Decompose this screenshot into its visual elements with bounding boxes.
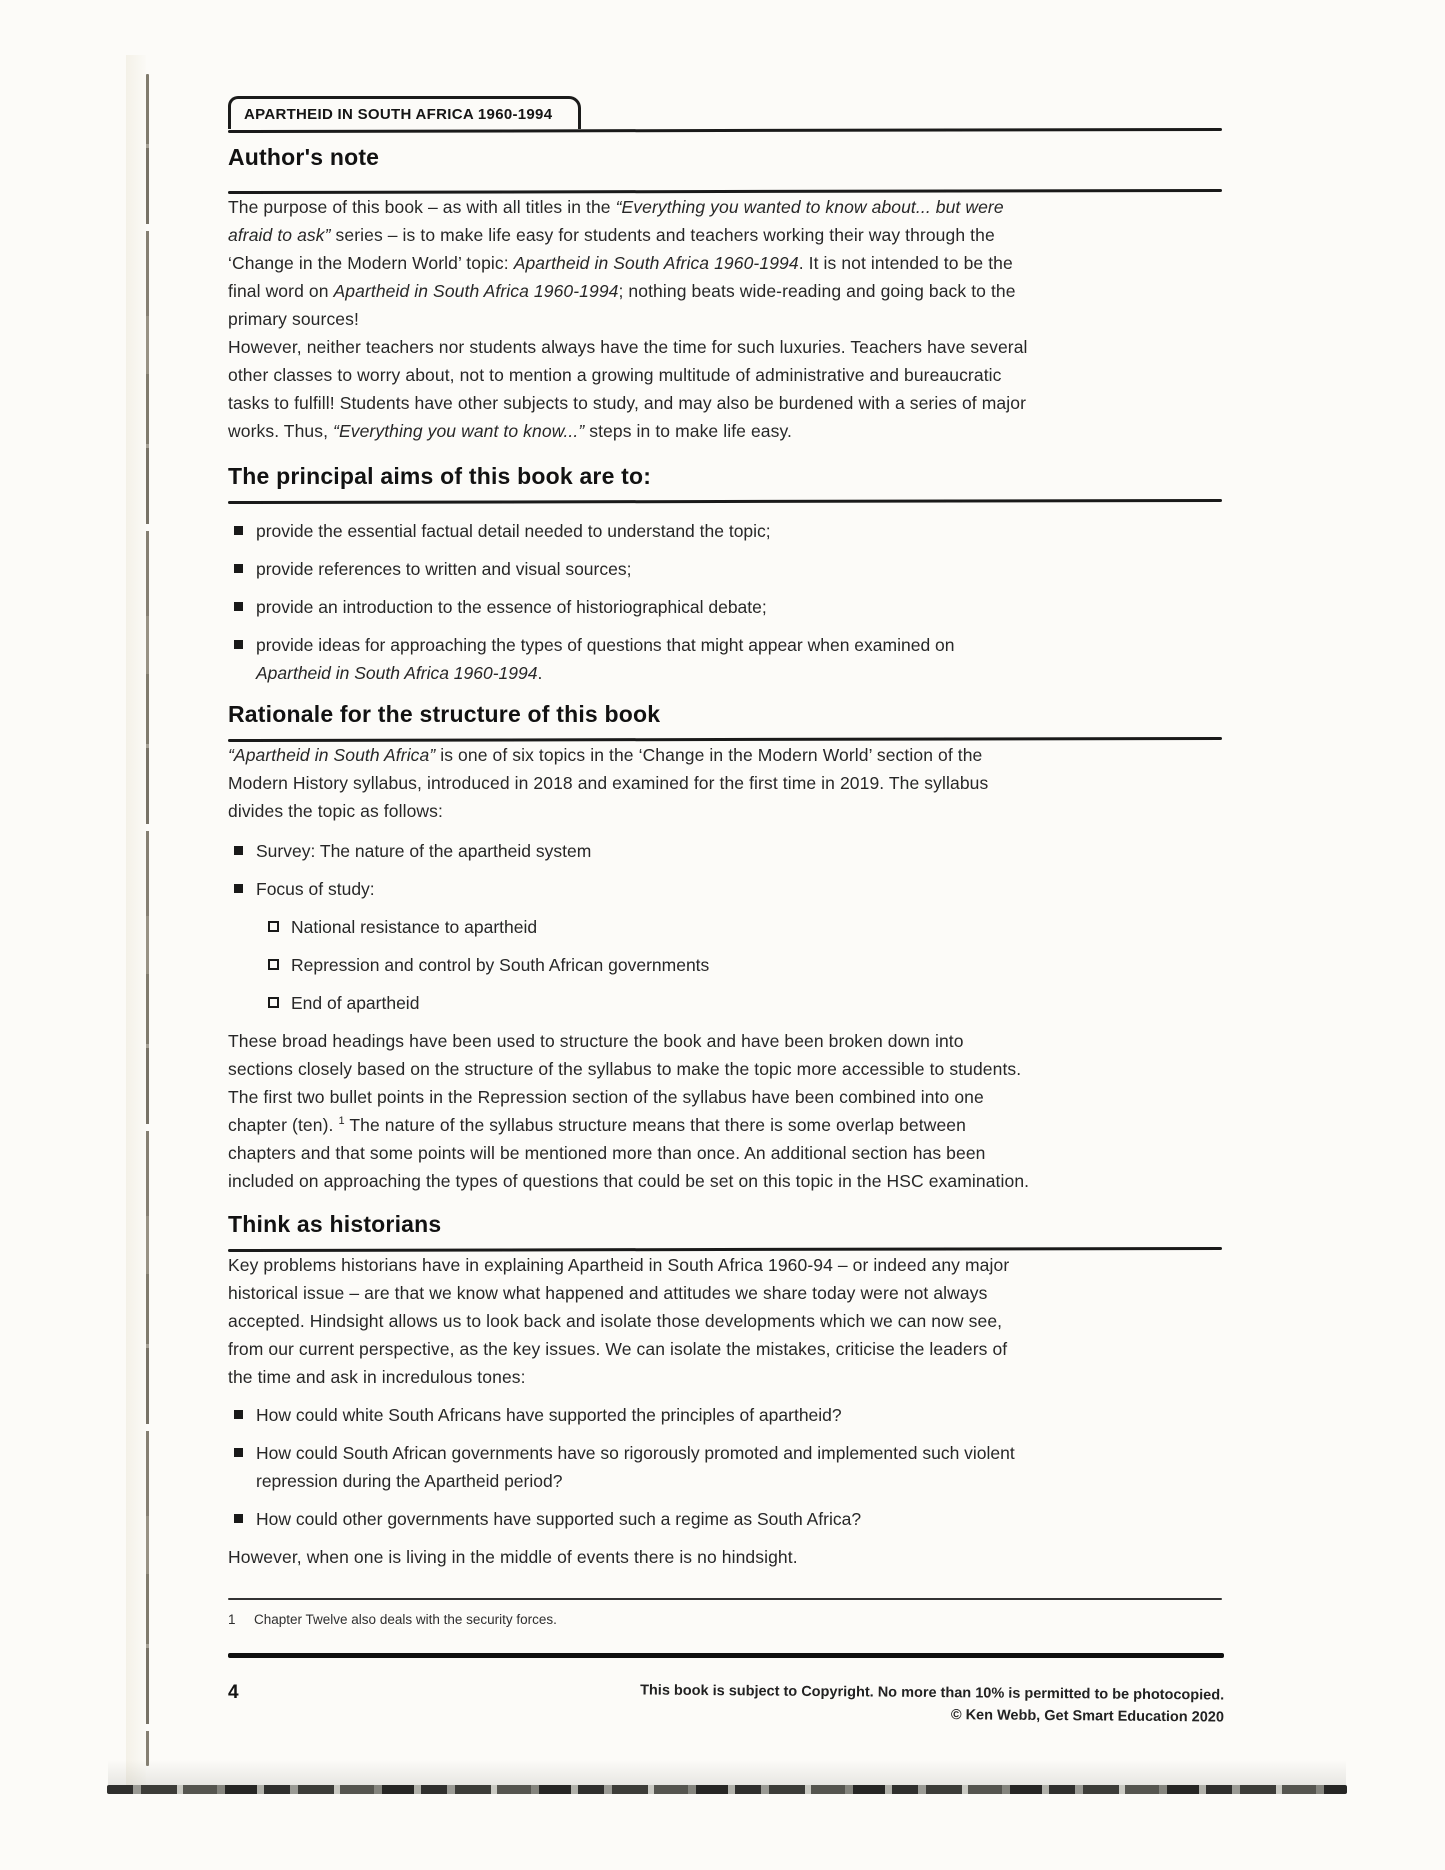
bullet-text: provide the essential factual detail needed to understand the topic; [256, 521, 771, 541]
question-list [228, 1401, 1030, 1533]
footer-row [228, 1682, 1224, 1726]
footnote-text: Chapter Twelve also deals with the security forces. [254, 1612, 557, 1627]
footnote-marker: 1 [228, 1612, 236, 1627]
footnote [228, 1611, 1224, 1629]
scanned-page-bottom-shadow [108, 1760, 1346, 1785]
question-item [234, 1505, 1030, 1533]
bullet-text: provide ideas for approaching the types of questions that might appear when examined on Apartheid in South Africa 1960-1994. [256, 635, 955, 683]
bullet-item [234, 631, 1030, 687]
bullet-item [234, 555, 1030, 583]
scanned-page-bottom-edge [107, 1785, 1347, 1794]
chapter-tab-label: APARTHEID IN SOUTH AFRICA 1960-1994 [244, 106, 553, 123]
question-item [234, 1439, 1030, 1495]
paragraph-think-1: Key problems historians have in explaining Apartheid in South Africa 1960-94 – or indeed any major historical issue – are that we know what happened and attitudes we share today were not always accepted. Hindsight allows us to look back and isolate those developments which we can now see, from our current perspective, as the key issues. We can isolate the mistakes, criticise the leaders of the time and ask in incredulous tones: [228, 1255, 1010, 1387]
page-number: 4 [228, 1682, 239, 1703]
square-bullet-icon [234, 640, 243, 649]
syllabus-topic-list [228, 837, 1030, 1017]
open-square-bullet-icon [268, 921, 279, 932]
bullet-text: Survey: The nature of the apartheid system [256, 841, 592, 861]
page-content [228, 96, 1030, 1571]
square-bullet-icon [234, 1448, 243, 1457]
sub-bullet-item [268, 913, 1030, 941]
question-item [234, 1401, 1030, 1429]
sub-bullet-text: Repression and control by South African governments [291, 955, 710, 975]
open-square-bullet-icon [268, 959, 279, 970]
paragraph-rationale-1: “Apartheid in South Africa” is one of six topics in the ‘Change in the Modern World’ section of the Modern History syllabus, introduced in 2018 and examined for the first time in 2019. The syllabus divides the topic as follows: [228, 745, 989, 821]
square-bullet-icon [234, 564, 243, 573]
copyright-line-1: This book is subject to Copyright. No more than 10% is permitted to be photocopied. [639, 1682, 1225, 1704]
square-bullet-icon [234, 526, 243, 535]
square-bullet-icon [234, 602, 243, 611]
open-square-bullet-icon [268, 997, 279, 1008]
section-heading-principal-aims: The principal aims of this book are to: [228, 463, 652, 489]
sub-bullet-item [268, 951, 1030, 979]
page-gutter-shade [126, 55, 146, 1787]
square-bullet-icon [234, 846, 243, 855]
chapter-tab [228, 96, 581, 129]
sub-bullet-item [268, 989, 1030, 1017]
square-bullet-icon [234, 1410, 243, 1419]
section-heading-authors-note: Author's note [228, 144, 380, 170]
bullet-item [234, 875, 1030, 903]
square-bullet-icon [234, 1514, 243, 1523]
heading-rule [228, 499, 1222, 504]
copyright-line-2: © Ken Webb, Get Smart Education 2020 [950, 1707, 1224, 1726]
bullet-text: provide references to written and visual sources; [256, 559, 632, 579]
paragraph-think-2: However, when one is living in the middle of events there is no hindsight. [228, 1547, 798, 1567]
scanned-page-left-edge [146, 74, 149, 1766]
bullet-item [234, 593, 1030, 621]
bullet-item [234, 837, 1030, 865]
aims-bullet-list [228, 517, 1030, 687]
paragraph-authors-note-2: However, neither teachers nor students always have the time for such luxuries. Teachers have several other classes to worry about, not to mention a growing multitude of administrative and bureaucratic tasks to fulfill! Students have other subjects to study, and may also be burdened with a series of major works. Thus, “Everything you want to know...” steps in to make life easy. [228, 337, 1028, 441]
question-text: How could South African governments have so rigorously promoted and implemented such violent repression during the Apartheid period? [256, 1443, 1015, 1491]
question-text: How could other governments have supported such a regime as South Africa? [256, 1509, 862, 1529]
footer-divider [228, 1653, 1224, 1658]
sub-bullet-text: National resistance to apartheid [291, 917, 538, 937]
section-heading-rationale: Rationale for the structure of this book [228, 701, 661, 727]
square-bullet-icon [234, 884, 243, 893]
bullet-text: Focus of study: [256, 879, 375, 899]
footnote-divider [228, 1598, 1222, 1600]
bullet-item [234, 517, 1030, 545]
copyright-notice [640, 1679, 1224, 1728]
question-text: How could white South Africans have supported the principles of apartheid? [256, 1405, 842, 1425]
bullet-text: provide an introduction to the essence of historiographical debate; [256, 597, 767, 617]
section-heading-think-as-historians: Think as historians [228, 1211, 442, 1237]
page-footer-zone [228, 1598, 1224, 1726]
paragraph-authors-note-1: The purpose of this book – as with all titles in the “Everything you wanted to know about... but were afraid to ask” series – is to make life easy for students and teachers working their way through the ‘Change in the Modern World’ topic: Apartheid in South Africa 1960-1994. It is not intended to be the final word on Apartheid in South Africa 1960-1994; nothing beats wide-reading and going back to the primary sources! [228, 197, 1016, 329]
paragraph-rationale-2: These broad headings have been used to structure the book and have been broken down into sections closely based on the structure of the syllabus to make the topic more accessible to students. The first two bullet points in the Repression section of the syllabus have been combined into one chapter (ten). $^1$ The nature of the syllabus structure means that there is some overlap between chapters and that some points will be mentioned more than once. An additional section has been included on approaching the types of questions that could be set on this topic in the HSC examination. [228, 1031, 1030, 1191]
sub-bullet-text: End of apartheid [291, 993, 420, 1013]
